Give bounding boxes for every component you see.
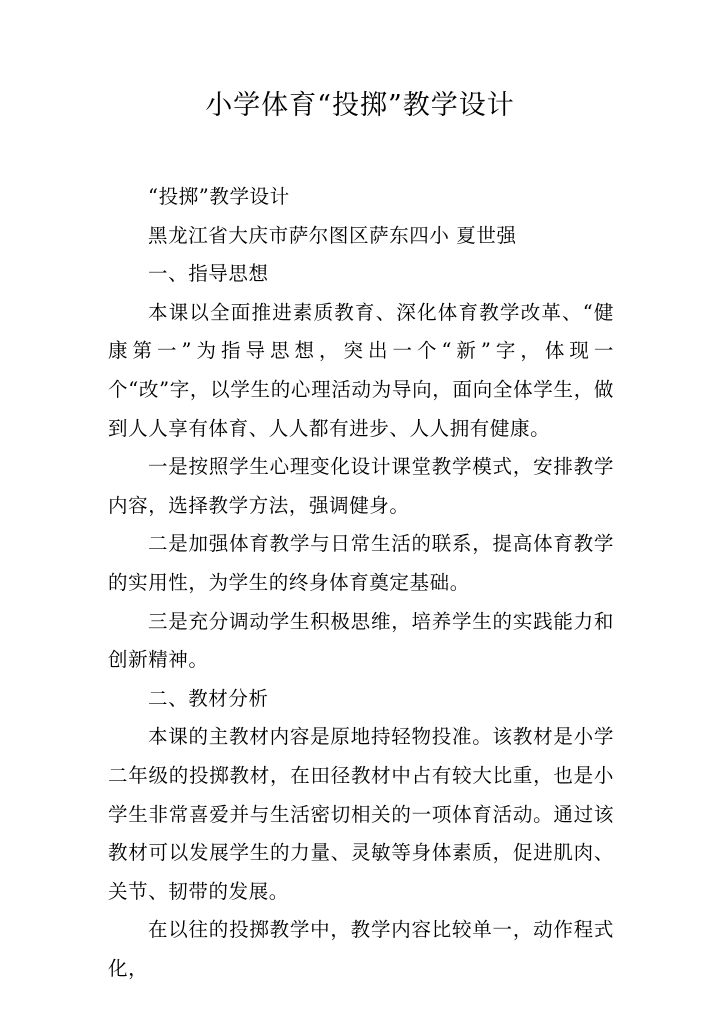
document-body: [108, 178, 614, 988]
section-heading-guiding-thought: 一、指导思想: [148, 262, 269, 286]
paragraph: 本课以全面推进素质教育、深化体育教学改革、“健康第一”为指导思想，突出一个“新”字，体现一个“改”字，以学生的心理活动为导向，面向全体学生，做到人人享有体育、人人都有进步、人人拥有健康。: [108, 300, 614, 440]
author-line: 黑龙江省大庆市萨尔图区萨东四小 夏世强: [148, 223, 517, 247]
paragraph: 三是充分调动学生积极思维，培养学生的实践能力和创新精神。: [108, 609, 614, 672]
section-heading-material-analysis: 二、教材分析: [148, 686, 269, 710]
paragraph: 本课的主教材内容是原地持轻物投准。该教材是小学二年级的投掷教材，在田径教材中占有较大比重，也是小学生非常喜爱并与生活密切相关的一项体育活动。通过该教材可以发展学生的力量、灵敏等身体素质，促进肌肉、关节、韧带的发展。: [108, 725, 614, 903]
paragraph: 二是加强体育教学与日常生活的联系，提高体育教学的实用性，为学生的终身体育奠定基础。: [108, 532, 614, 594]
paragraph: 一是按照学生心理变化设计课堂教学模式，安排教学内容，选择教学方法，强调健身。: [108, 455, 614, 517]
document-title: 小学体育“投掷”教学设计: [205, 90, 515, 121]
paragraph: 在以往的投掷教学中，教学内容比较单一，动作程式化，: [108, 918, 614, 980]
subtitle-line: “投掷”教学设计: [148, 185, 290, 208]
